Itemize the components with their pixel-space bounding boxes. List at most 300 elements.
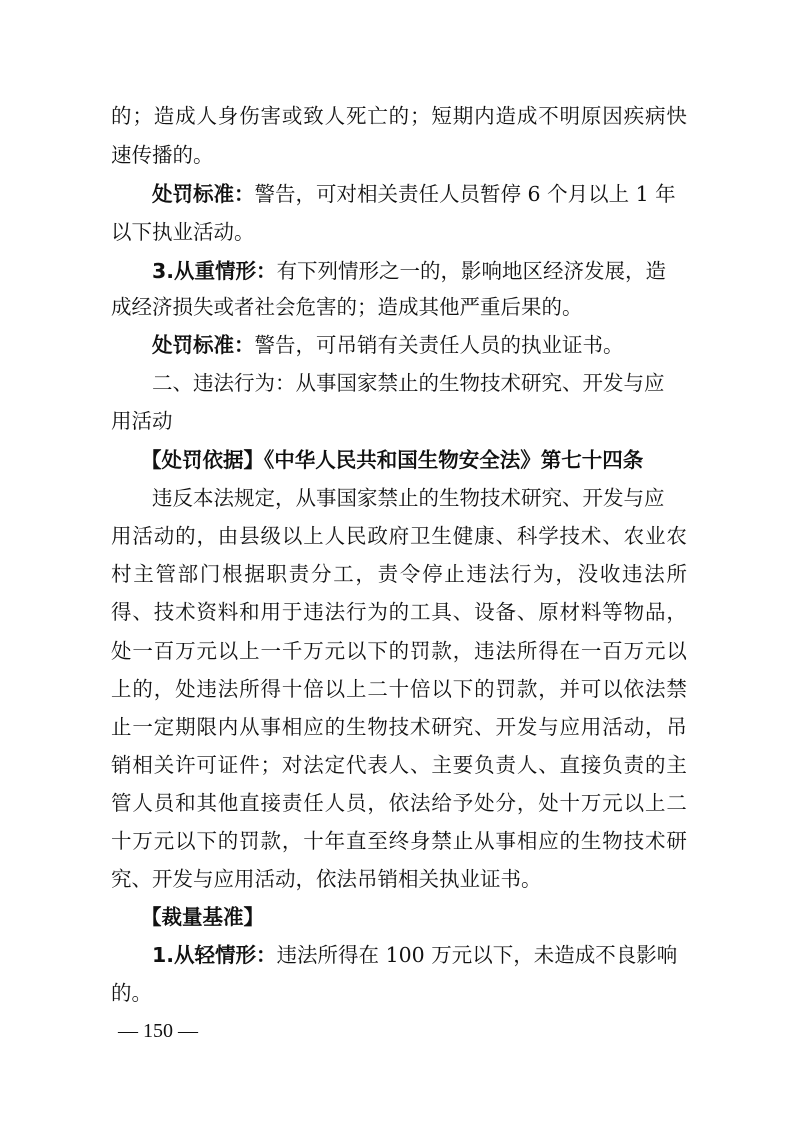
text-glyph: 一 [580, 639, 602, 663]
text-glyph: 相 [281, 715, 303, 739]
text-glyph: 倍 [303, 677, 324, 701]
text-glyph: 元 [602, 791, 623, 815]
text-glyph: 技 [153, 600, 175, 624]
text-glyph: 人 [324, 104, 346, 128]
text-glyph: 康 [474, 524, 495, 548]
text-glyph: 疾 [623, 104, 645, 128]
text-glyph: 动 [623, 715, 645, 739]
text-glyph: 造 [153, 104, 175, 128]
text-glyph: 或 [281, 104, 303, 128]
text-glyph: 违 [196, 677, 217, 701]
text-glyph: 期 [175, 715, 196, 739]
text-glyph: ， [355, 562, 376, 586]
text-glyph: 应 [538, 829, 559, 853]
text-glyph: 违 [474, 639, 495, 663]
text-line: 速传播的。 [111, 143, 214, 167]
text-glyph: 害 [260, 104, 282, 128]
text-glyph: 的 [388, 639, 410, 663]
text-line [111, 789, 687, 817]
text-glyph: 倍 [410, 677, 431, 701]
text-glyph: 学 [538, 524, 559, 548]
text-glyph: 活 [132, 524, 153, 548]
text-glyph: 管 [155, 562, 176, 586]
text-line [111, 598, 687, 626]
text-glyph: 二 [666, 791, 687, 815]
text-glyph: 十 [303, 829, 324, 853]
text-glyph: 的 [388, 600, 410, 624]
text-glyph: 法 [644, 562, 665, 586]
text-glyph: 款 [260, 829, 282, 853]
page-number: — 150 — [118, 1020, 198, 1042]
text-glyph: 材 [559, 600, 581, 624]
text-glyph: 接 [260, 791, 282, 815]
text-glyph: 技 [623, 829, 645, 853]
text-glyph: 技 [388, 715, 410, 739]
text-line: 以下执业活动。 [111, 220, 255, 244]
text-glyph: ， [452, 639, 474, 663]
text-glyph: 负 [602, 753, 623, 777]
text-glyph: 处 [474, 791, 495, 815]
text-glyph: 吊 [666, 715, 687, 739]
text-glyph: 法 [488, 562, 510, 586]
text-glyph: 百 [153, 639, 175, 663]
text-glyph: 究 [452, 715, 474, 739]
text-glyph: 内 [474, 104, 495, 128]
text-glyph: 应 [559, 715, 581, 739]
text-glyph: 下 [367, 639, 388, 663]
text-glyph: 以 [217, 639, 239, 663]
text-glyph: 死 [345, 104, 367, 128]
text-glyph: 术 [175, 600, 196, 624]
text-glyph: 接 [580, 753, 602, 777]
text-glyph: 所 [516, 639, 538, 663]
text-glyph: 百 [602, 639, 623, 663]
text-glyph: ， [367, 791, 388, 815]
text-glyph: 下 [452, 677, 474, 701]
text-glyph: 主 [133, 562, 154, 586]
text-glyph: 民 [345, 524, 367, 548]
text-glyph: 终 [388, 829, 410, 853]
text-glyph: ， [644, 715, 666, 739]
text-glyph: 员 [153, 791, 175, 815]
text-glyph: ； [132, 104, 153, 128]
text-glyph: 资 [196, 600, 217, 624]
text-glyph: 十 [281, 677, 303, 701]
text-glyph: 直 [239, 791, 260, 815]
text-glyph: 事 [495, 829, 516, 853]
text-glyph: 上 [239, 639, 260, 663]
text-glyph: 款 [516, 677, 538, 701]
text-glyph: 料 [217, 600, 239, 624]
text-glyph: 发 [516, 715, 538, 739]
text-glyph: 万 [303, 639, 324, 663]
text-glyph: 以 [324, 677, 346, 701]
text-glyph: 表 [367, 753, 388, 777]
text-glyph: 责 [377, 562, 399, 586]
text-glyph: 许 [175, 753, 196, 777]
text-glyph: 销 [111, 753, 132, 777]
text-glyph: 短 [431, 104, 452, 128]
text-glyph: 等 [602, 600, 623, 624]
text-glyph: 伤 [239, 104, 260, 128]
penalty-standard-line [152, 180, 676, 208]
text-glyph: 物 [623, 600, 645, 624]
text-glyph: 定 [324, 753, 346, 777]
text-glyph: 级 [260, 524, 282, 548]
text-glyph: 依 [623, 677, 645, 701]
text-glyph: 快 [666, 104, 687, 128]
text-glyph: 定 [153, 715, 175, 739]
text-glyph: 年 [324, 829, 346, 853]
text-glyph: 、 [132, 600, 153, 624]
text-glyph: 物 [367, 715, 388, 739]
text-glyph: 给 [431, 791, 452, 815]
text-glyph: 用 [580, 715, 602, 739]
text-line: 违反本法规定，从事国家禁止的生物技术研究、开发与应 [152, 486, 665, 510]
text-line [111, 522, 687, 550]
text-glyph: 所 [666, 562, 687, 586]
text-glyph: 得 [111, 600, 132, 624]
text-glyph: 期 [452, 104, 474, 128]
text-line [111, 560, 687, 588]
text-glyph: 以 [602, 677, 623, 701]
text-glyph: 从 [474, 829, 495, 853]
text-glyph: 法 [410, 791, 431, 815]
text-glyph: 造 [495, 104, 516, 128]
text-glyph: 健 [452, 524, 474, 548]
text-line: 究、开发与应用活动，依法吊销相关执业证书。 [111, 867, 542, 891]
aggravated-circumstance-label: 3.从重情形： [152, 259, 277, 283]
text-glyph: 件 [239, 753, 260, 777]
text-glyph: 法 [495, 639, 516, 663]
text-glyph: 行 [510, 562, 532, 586]
text-glyph: 术 [580, 524, 602, 548]
text-glyph: 管 [111, 791, 132, 815]
text-glyph: 从 [239, 715, 260, 739]
text-glyph: 府 [388, 524, 410, 548]
text-glyph: 的 [175, 524, 196, 548]
text-glyph: 元 [196, 639, 217, 663]
text-glyph: 可 [196, 753, 217, 777]
aggravated-circumstance-text: 有下列情形之一的，影响地区经济发展，造 [276, 259, 667, 283]
text-glyph: 品 [644, 600, 666, 624]
text-glyph: 责 [623, 753, 645, 777]
text-glyph: 分 [310, 562, 332, 586]
text-glyph: 十 [559, 791, 581, 815]
text-glyph: 责 [281, 791, 303, 815]
penalty-basis-heading: 【处罚依据】《中华人民共和国生物安全法》第七十四条 [141, 448, 644, 472]
text-glyph: 亡 [367, 104, 388, 128]
text-glyph: 研 [666, 829, 687, 853]
text-glyph: 、 [495, 524, 516, 548]
text-glyph: 身 [217, 104, 239, 128]
text-glyph: 技 [559, 524, 581, 548]
text-glyph: 万 [132, 829, 153, 853]
text-glyph: 一 [132, 715, 153, 739]
text-glyph: 万 [580, 791, 602, 815]
text-glyph: 一 [132, 639, 153, 663]
text-glyph: 得 [538, 639, 559, 663]
text-glyph: 的 [132, 677, 153, 701]
text-glyph: 上 [644, 791, 666, 815]
text-glyph: ； [260, 753, 282, 777]
text-glyph: 元 [324, 639, 346, 663]
text-glyph: 禁 [431, 829, 452, 853]
text-glyph: 活 [602, 715, 623, 739]
text-glyph: 至 [367, 829, 388, 853]
text-glyph: 他 [217, 791, 239, 815]
discretion-benchmark-heading: 【裁量基准】 [141, 905, 264, 929]
text-glyph: ， [555, 562, 576, 586]
text-glyph: 的 [217, 829, 239, 853]
text-glyph: 没 [577, 562, 599, 586]
text-glyph: 予 [452, 791, 474, 815]
text-glyph: 和 [175, 791, 196, 815]
text-line [111, 675, 687, 703]
text-glyph: 具 [431, 600, 452, 624]
text-glyph: 十 [388, 677, 410, 701]
text-glyph: 处 [538, 791, 559, 815]
text-glyph: ， [666, 600, 687, 624]
text-glyph: 为 [533, 562, 554, 586]
text-glyph: 生 [580, 829, 602, 853]
text-glyph: 农 [666, 524, 687, 548]
text-glyph: 上 [111, 677, 132, 701]
text-glyph: 事 [260, 715, 282, 739]
text-glyph: 主 [666, 753, 687, 777]
text-glyph: 人 [388, 753, 410, 777]
text-glyph: 主 [431, 753, 452, 777]
text-glyph: 部 [177, 562, 199, 586]
text-glyph: 法 [217, 677, 239, 701]
text-glyph: 以 [345, 639, 367, 663]
text-glyph: ， [196, 524, 217, 548]
text-glyph: 成 [175, 104, 196, 128]
text-glyph: 、 [602, 524, 623, 548]
text-glyph: 相 [132, 753, 153, 777]
text-glyph: 、 [538, 753, 559, 777]
text-glyph: 元 [153, 829, 175, 853]
text-glyph: 县 [239, 524, 260, 548]
text-glyph: 研 [431, 715, 452, 739]
text-glyph: 违 [303, 600, 324, 624]
text-glyph: 原 [580, 104, 602, 128]
penalty-standard-line [152, 331, 624, 359]
text-glyph: 、 [516, 600, 538, 624]
text-glyph: 政 [367, 524, 388, 548]
text-glyph: 止 [452, 829, 474, 853]
text-glyph: 所 [239, 677, 260, 701]
text-line: 成经济损失或者社会危害的；造成其他严重后果的。 [111, 295, 583, 319]
text-line [111, 827, 687, 855]
text-glyph: 以 [431, 677, 452, 701]
text-glyph: 于 [281, 600, 303, 624]
text-glyph: 相 [516, 829, 538, 853]
text-glyph: 限 [196, 715, 217, 739]
text-glyph: 直 [345, 829, 367, 853]
text-glyph: 不 [538, 104, 559, 128]
text-line [111, 713, 687, 741]
text-glyph: 直 [559, 753, 581, 777]
text-glyph: 明 [559, 104, 581, 128]
penalty-standard-label: 处罚标准： [152, 333, 255, 357]
penalty-standard-text: 警告，可对相关责任人员暂停 6 个月以上 1 年 [254, 182, 676, 206]
text-glyph: 代 [345, 753, 367, 777]
aggravated-circumstance-line [152, 257, 666, 285]
text-glyph: 止 [444, 562, 465, 586]
text-glyph: 下 [196, 829, 217, 853]
text-glyph: 二 [367, 677, 388, 701]
text-glyph: 村 [111, 562, 132, 586]
text-glyph: 病 [644, 104, 666, 128]
text-glyph: 卫 [410, 524, 431, 548]
text-glyph: 业 [644, 524, 666, 548]
text-glyph: 料 [580, 600, 602, 624]
text-glyph: 应 [303, 715, 324, 739]
text-glyph: 款 [431, 639, 452, 663]
text-glyph: 处 [175, 677, 196, 701]
text-glyph: 处 [111, 639, 132, 663]
text-glyph: 行 [345, 600, 367, 624]
text-glyph: 分 [495, 791, 516, 815]
text-glyph: 在 [559, 639, 581, 663]
text-line [111, 102, 687, 130]
text-glyph: 法 [324, 600, 346, 624]
text-glyph: 违 [622, 562, 643, 586]
text-glyph: 令 [399, 562, 421, 586]
penalty-standard-text: 警告，可吊销有关责任人员的执业证书。 [254, 333, 624, 357]
text-glyph: 证 [217, 753, 239, 777]
text-glyph: 致 [303, 104, 324, 128]
text-glyph: 的 [111, 104, 132, 128]
text-glyph: 的 [388, 104, 410, 128]
text-glyph: 可 [580, 677, 602, 701]
text-glyph: 身 [410, 829, 431, 853]
lenient-circumstance-line [152, 941, 677, 969]
text-glyph: 人 [324, 524, 346, 548]
penalty-standard-label: 处罚标准： [152, 182, 255, 206]
text-glyph: 法 [644, 677, 666, 701]
text-glyph: 其 [196, 791, 217, 815]
text-glyph: 人 [516, 753, 538, 777]
text-glyph: 用 [260, 600, 282, 624]
text-glyph: 的 [474, 677, 495, 701]
text-glyph: 生 [345, 715, 367, 739]
lenient-circumstance-text: 违法所得在 100 万元以下，未造成不良影响 [276, 943, 678, 967]
text-glyph: 万 [175, 639, 196, 663]
text-glyph: 任 [303, 791, 324, 815]
text-glyph: 术 [410, 715, 431, 739]
text-glyph: 得 [260, 677, 282, 701]
text-glyph: 职 [266, 562, 288, 586]
text-glyph: 要 [452, 753, 474, 777]
text-glyph: 罚 [239, 829, 260, 853]
text-glyph: 法 [303, 753, 324, 777]
text-glyph: ， [153, 677, 175, 701]
text-glyph: 动 [153, 524, 175, 548]
text-glyph: 上 [303, 524, 324, 548]
text-glyph: 依 [388, 791, 410, 815]
text-glyph: 万 [623, 639, 645, 663]
text-glyph: 、 [452, 600, 474, 624]
text-glyph: 设 [474, 600, 495, 624]
text-glyph: 违 [466, 562, 487, 586]
text-glyph: 收 [599, 562, 621, 586]
text-line [111, 637, 687, 665]
text-line: 的。 [111, 981, 152, 1005]
text-glyph: 因 [602, 104, 623, 128]
text-glyph: 科 [516, 524, 538, 548]
text-glyph: 和 [239, 600, 260, 624]
text-glyph: 术 [644, 829, 666, 853]
text-glyph: 人 [324, 791, 346, 815]
text-glyph: 关 [153, 753, 175, 777]
text-glyph: 以 [281, 524, 303, 548]
text-glyph: 以 [623, 791, 645, 815]
text-line [111, 751, 687, 779]
text-glyph: 责 [288, 562, 310, 586]
text-glyph: 罚 [410, 639, 431, 663]
text-glyph: 的 [559, 829, 581, 853]
text-glyph: 工 [410, 600, 431, 624]
text-glyph: 开 [495, 715, 516, 739]
text-glyph: 根 [222, 562, 243, 586]
text-glyph: 以 [175, 829, 196, 853]
text-glyph: 以 [666, 639, 687, 663]
text-glyph: 罚 [495, 677, 516, 701]
text-glyph: 物 [602, 829, 623, 853]
text-glyph: 负 [474, 753, 495, 777]
text-glyph: 、 [474, 715, 495, 739]
text-glyph: 为 [367, 600, 388, 624]
text-glyph: 一 [260, 639, 282, 663]
text-glyph: ， [516, 791, 538, 815]
lenient-circumstance-label: 1.从轻情形： [152, 943, 277, 967]
text-glyph: 千 [281, 639, 303, 663]
text-glyph: 的 [324, 715, 346, 739]
text-glyph: 农 [623, 524, 645, 548]
text-glyph: 生 [431, 524, 452, 548]
text-glyph: 与 [538, 715, 559, 739]
text-glyph: ， [538, 677, 559, 701]
text-glyph: 元 [644, 639, 666, 663]
text-glyph: 工 [333, 562, 354, 586]
text-glyph: 、 [410, 753, 431, 777]
text-glyph: 责 [495, 753, 516, 777]
text-glyph: 停 [422, 562, 443, 586]
text-glyph: 并 [559, 677, 581, 701]
text-glyph: 十 [111, 829, 132, 853]
text-glyph: 原 [538, 600, 559, 624]
text-glyph: 止 [111, 715, 132, 739]
text-glyph: 据 [244, 562, 265, 586]
text-glyph: 对 [281, 753, 303, 777]
text-glyph: 成 [516, 104, 538, 128]
text-glyph: 人 [132, 791, 153, 815]
text-glyph: 员 [345, 791, 367, 815]
text-glyph: 由 [217, 524, 239, 548]
text-glyph: ； [410, 104, 431, 128]
text-glyph: 禁 [666, 677, 687, 701]
text-glyph: ， [281, 829, 303, 853]
text-glyph: 用 [111, 524, 132, 548]
text-glyph: 人 [196, 104, 217, 128]
text-glyph: 的 [644, 753, 666, 777]
section-heading: 二、违法行为：从事国家禁止的生物技术研究、开发与应 [152, 371, 665, 395]
text-glyph: 上 [345, 677, 367, 701]
text-glyph: 门 [199, 562, 221, 586]
section-heading-cont: 用活动 [111, 409, 173, 433]
